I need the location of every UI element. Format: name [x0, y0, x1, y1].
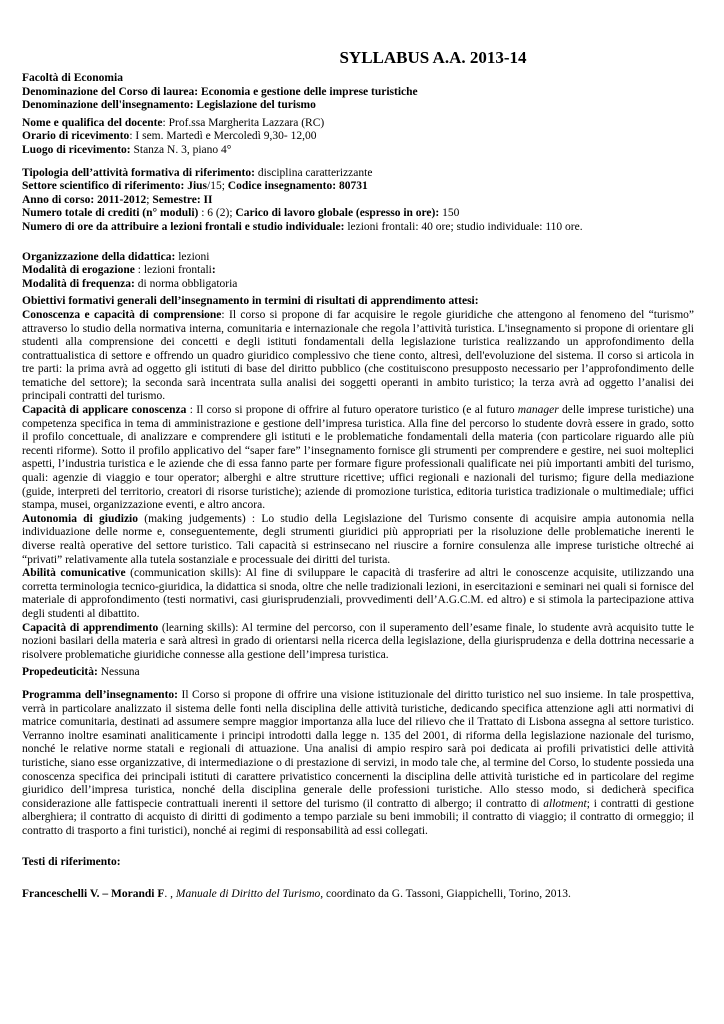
prerequisites-value: Nessuna — [97, 666, 140, 679]
applying-text-1: : Il corso si propone di offrire al futuro operatore turistico (e al futuro — [186, 404, 518, 417]
delivery-label: Modalità di erogazione — [22, 264, 135, 277]
prerequisites-label: Propedeuticità: — [22, 666, 98, 679]
sector-label: Settore scientifico di riferimento: Jius — [22, 180, 208, 193]
autonomy-label: Autonomia di giudizio — [22, 512, 138, 525]
communication-label: Abilità comunicative — [22, 567, 126, 580]
course-info-section — [22, 167, 694, 235]
office-hours-line — [22, 130, 694, 144]
reference-authors: Franceschelli V. – Morandi F — [22, 888, 165, 901]
objectives-heading: Obiettivi formativi generali dell’insegnamento in termini di risultati di apprendimento attesi: — [22, 295, 479, 308]
applying-text-2: delle imprese turistiche) una competenza specifica in tema di amministrazione e gestione dell’impresa turistica. Alla fine del percorso lo studente dovrà essere in grado, sotto il profilo concettuale, di analizzare e comprendere gli istituti e le problematiche fondamentali della materia (con particolare riguardo alle più recenti riforme). Sotto il profilo applicativo del “saper fare” l’insegnamento fornisce gli strumenti per comprendere e gestire, nei suoi molteplici aspetti, l’industria turistica e le aziende che di essa fanno parte per formare figure professionali qualificate nei più importanti ambiti del turismo, quali: agenzie di viaggio e tour operator; alberghi e altre strutture ricettive; uffici regionali e nazionali del turismo; figure della mediazione (guide, interpreti del territorio, creatori di risorse turistiche); aziende di promozione turistica, editoria turistica tradizionale o multimediale; uffici stampa, musei, organizzazione eventi, e altro ancora. — [22, 404, 694, 512]
office-place-label: Luogo di ricevimento: — [22, 143, 131, 156]
attendance-label: Modalità di frequenza: — [22, 277, 135, 290]
autonomy-text: (making judgements) : Lo studio della Legislazione del Turismo consente di acquisire ampia autonomia nella individuazione delle norme e, conseguentemente, degli strumenti giuridici più appropriati per la risoluzione delle problematiche inerenti le diverse realtà operative del settore turistico. Tali capacità si estrinsecano nel riuscire a fornire consulenza alle imprese turistiche oltreché ai “privati” relativamente alla tutela sostanziale e processuale dei diritti del turista. — [22, 512, 694, 566]
reference-entry — [22, 888, 694, 902]
attendance-line — [22, 278, 694, 292]
sector-value: /15; — [207, 180, 228, 193]
delivery-value: : lezioni frontali — [134, 264, 212, 277]
study-hours-line — [22, 221, 694, 235]
teacher-section — [22, 117, 694, 158]
program-label: Programma dell’insegnamento: — [22, 688, 178, 701]
learning-paragraph — [22, 622, 694, 663]
objectives-section — [22, 295, 694, 662]
reference-details: , coordinato da G. Tassoni, Giappichelli, Torino, 2013. — [320, 888, 571, 901]
year-label: Anno di corso: 2011-2012 — [22, 193, 147, 206]
year-sep: ; — [146, 193, 153, 206]
course-line — [22, 86, 694, 100]
course-label: Denominazione del Corso di laurea: — [22, 85, 199, 98]
credits-label: Numero totale di crediti (n° moduli) — [22, 207, 199, 220]
study-hours-label: Numero di ore da attribuire a lezioni frontali e studio individuale: — [22, 220, 345, 233]
reference-title: Manuale di Diritto del Turismo — [175, 888, 321, 901]
organization-label: Organizzazione della didattica: — [22, 250, 176, 263]
course-value: Economia e gestione delle imprese turistiche — [198, 85, 418, 98]
communication-paragraph — [22, 567, 694, 621]
office-place-line — [22, 144, 694, 158]
attendance-value: di norma obbligatoria — [134, 277, 238, 290]
study-hours-value: lezioni frontali: 40 ore; studio individuale: 110 ore. — [344, 220, 583, 233]
course-code: Codice insegnamento: 80731 — [227, 180, 368, 193]
knowledge-label: Conoscenza e capacità di comprensione — [22, 308, 222, 321]
delivery-line — [22, 264, 694, 278]
subject-line — [22, 99, 694, 113]
program-paragraph — [22, 689, 694, 839]
year-line — [22, 194, 694, 208]
program-text-1: Il Corso si propone di offrire una visione istituzionale del diritto turistico nel suo insieme. In tale prospettiva, verrà in particolare analizzato il sistema delle fonti nella disciplina delle attività turistiche, dedicando specifica attenzione agli atti normativi di matrice comunitaria, destinati ad assumere sempre maggior importanza alla luce del rilievo che il Trattato di Lisbona assegna al settore turistico. Verranno inoltre esaminati analiticamente i principi introdotti dalla legge n. 135 del 2001, di riforma della legislazione nazionale del turismo, nonché le relative norme statali e regionali di attuazione. Una analisi di ampio respiro sarà poi dedicata ai profili privatistici delle attività turistiche, siano esse organizzative, di intermediazione o di prestazione di servizi, in modo tale che, al termine del Corso, lo studente possieda una conoscenza specifica dei principali istituti di carattere privatistico concernenti la disciplina delle attività turistiche ed in particolare del regime giuridico dell’impresa turistica, nonché della disciplina generale delle professioni turistiche. Allo stesso modo, si dedicherà specifica considerazione alle fattispecie contrattuali inerenti il settore del turismo (il contratto di albergo; il contratto di — [22, 688, 694, 810]
teacher-name-line — [22, 117, 694, 131]
references-heading: Testi di riferimento: — [22, 856, 121, 869]
applying-paragraph — [22, 404, 694, 513]
program-text-2: ; i contratti di gestione alberghiera; il contratto di acquisto di diritti di godimento a tempo parziale su beni immobili; il contratto di viaggio; il contratto di ormeggio; il contratto di trasporto a fini turistici), nonché ai regimi di responsabilità ad essi collegati. — [22, 797, 694, 837]
organization-value: lezioni — [175, 250, 210, 263]
faculty: Facoltà di Economia — [22, 72, 123, 84]
knowledge-text: : Il corso si propone di far acquisire le regole giuridiche che attengono al fenomeno del “turismo” attraverso lo studio della normativa interna, comunitaria e internazionale che regola l’attività turistica. L'insegnamento si propone di orientare gli studenti alla comprensione dei concetti e degli istituti fondamentali della legislazione turistica realizzando un approfondimento della contrattualistica di settore e offrendo un quadro giuridico complessivo che tiene conto, altresì, dell'evoluzione del sistema. Il corso si articola in tre parti: la prima avrà ad oggetto gli istituti di base del diritto pubblico (che costituiscono presupposto necessario per l’approfondimento delle tematiche del settore); la seconda sarà incentrata sulla analisi dei soggetti operanti in ambito turistico; la terza avrà ad oggetto l’analisi dei principali contratti del turismo. — [22, 308, 695, 403]
communication-text: (communication skills): Al fine di sviluppare le capacità di trasferire ad altri le conoscenze acquisite, utilizzando una corretta terminologia tecnico-giuridica, la didattica si snoda, oltre che nelle tradizionali lezioni, in esercitazioni e seminari nei quali si fornisce del materiale di approfondimento (testi normativi, casi giurisprudenziali, provvedimenti dell’A.G.C.M. ed altro) e si stimola la partecipazione attiva degli studenti al dibattito. — [22, 567, 694, 620]
delivery-colon: : — [211, 264, 216, 277]
office-hours-label: Orario di ricevimento — [22, 130, 130, 143]
program-allotment: allotment — [543, 797, 587, 810]
prerequisites-line — [22, 666, 694, 680]
teacher-name-label: Nome e qualifica del docente — [22, 116, 163, 129]
activity-type-line — [22, 167, 694, 181]
organization-line — [22, 251, 694, 265]
credits-value: : 6 (2); — [198, 207, 236, 220]
subject-value: Legislazione del turismo — [193, 99, 316, 112]
header-section — [22, 72, 694, 113]
sector-line — [22, 180, 694, 194]
office-place-value: Stanza N. 3, piano 4° — [130, 143, 232, 156]
page-title: SYLLABUS A.A. 2013-14 — [339, 48, 527, 67]
knowledge-paragraph — [22, 309, 694, 404]
workload-label: Carico di lavoro globale (espresso in ore): — [235, 207, 440, 220]
applying-label: Capacità di applicare conoscenza — [22, 404, 187, 417]
activity-type-label: Tipologia dell’attività formativa di riferimento: — [22, 166, 255, 179]
learning-label: Capacità di apprendimento — [22, 621, 159, 634]
workload-value: 150 — [439, 207, 460, 220]
semester-label: Semestre: II — [152, 193, 213, 206]
autonomy-paragraph — [22, 513, 694, 567]
activity-type-value: disciplina caratterizzante — [254, 166, 373, 179]
reference-sep: . , — [164, 888, 176, 901]
didactics-section — [22, 251, 694, 292]
subject-label: Denominazione dell'insegnamento: — [22, 99, 194, 112]
teacher-name-value: : Prof.ssa Margherita Lazzara (RC) — [162, 116, 325, 129]
applying-manager: manager — [517, 404, 559, 417]
learning-text: (learning skills): Al termine del percorso, con il superamento dell’esame finale, lo studente avrà acquisito tutte le nozioni basilari della materia e sarà altresì in grado di orientarsi nella ricerca della legislazione, della giurisprudenza e della dottrina necessarie a risolvere problematiche giuridiche connesse alla gestione dell’impresa turistica. — [22, 621, 694, 661]
office-hours-value: : I sem. Martedì e Mercoledì 9,30- 12,00 — [129, 130, 317, 143]
credits-line — [22, 207, 694, 221]
